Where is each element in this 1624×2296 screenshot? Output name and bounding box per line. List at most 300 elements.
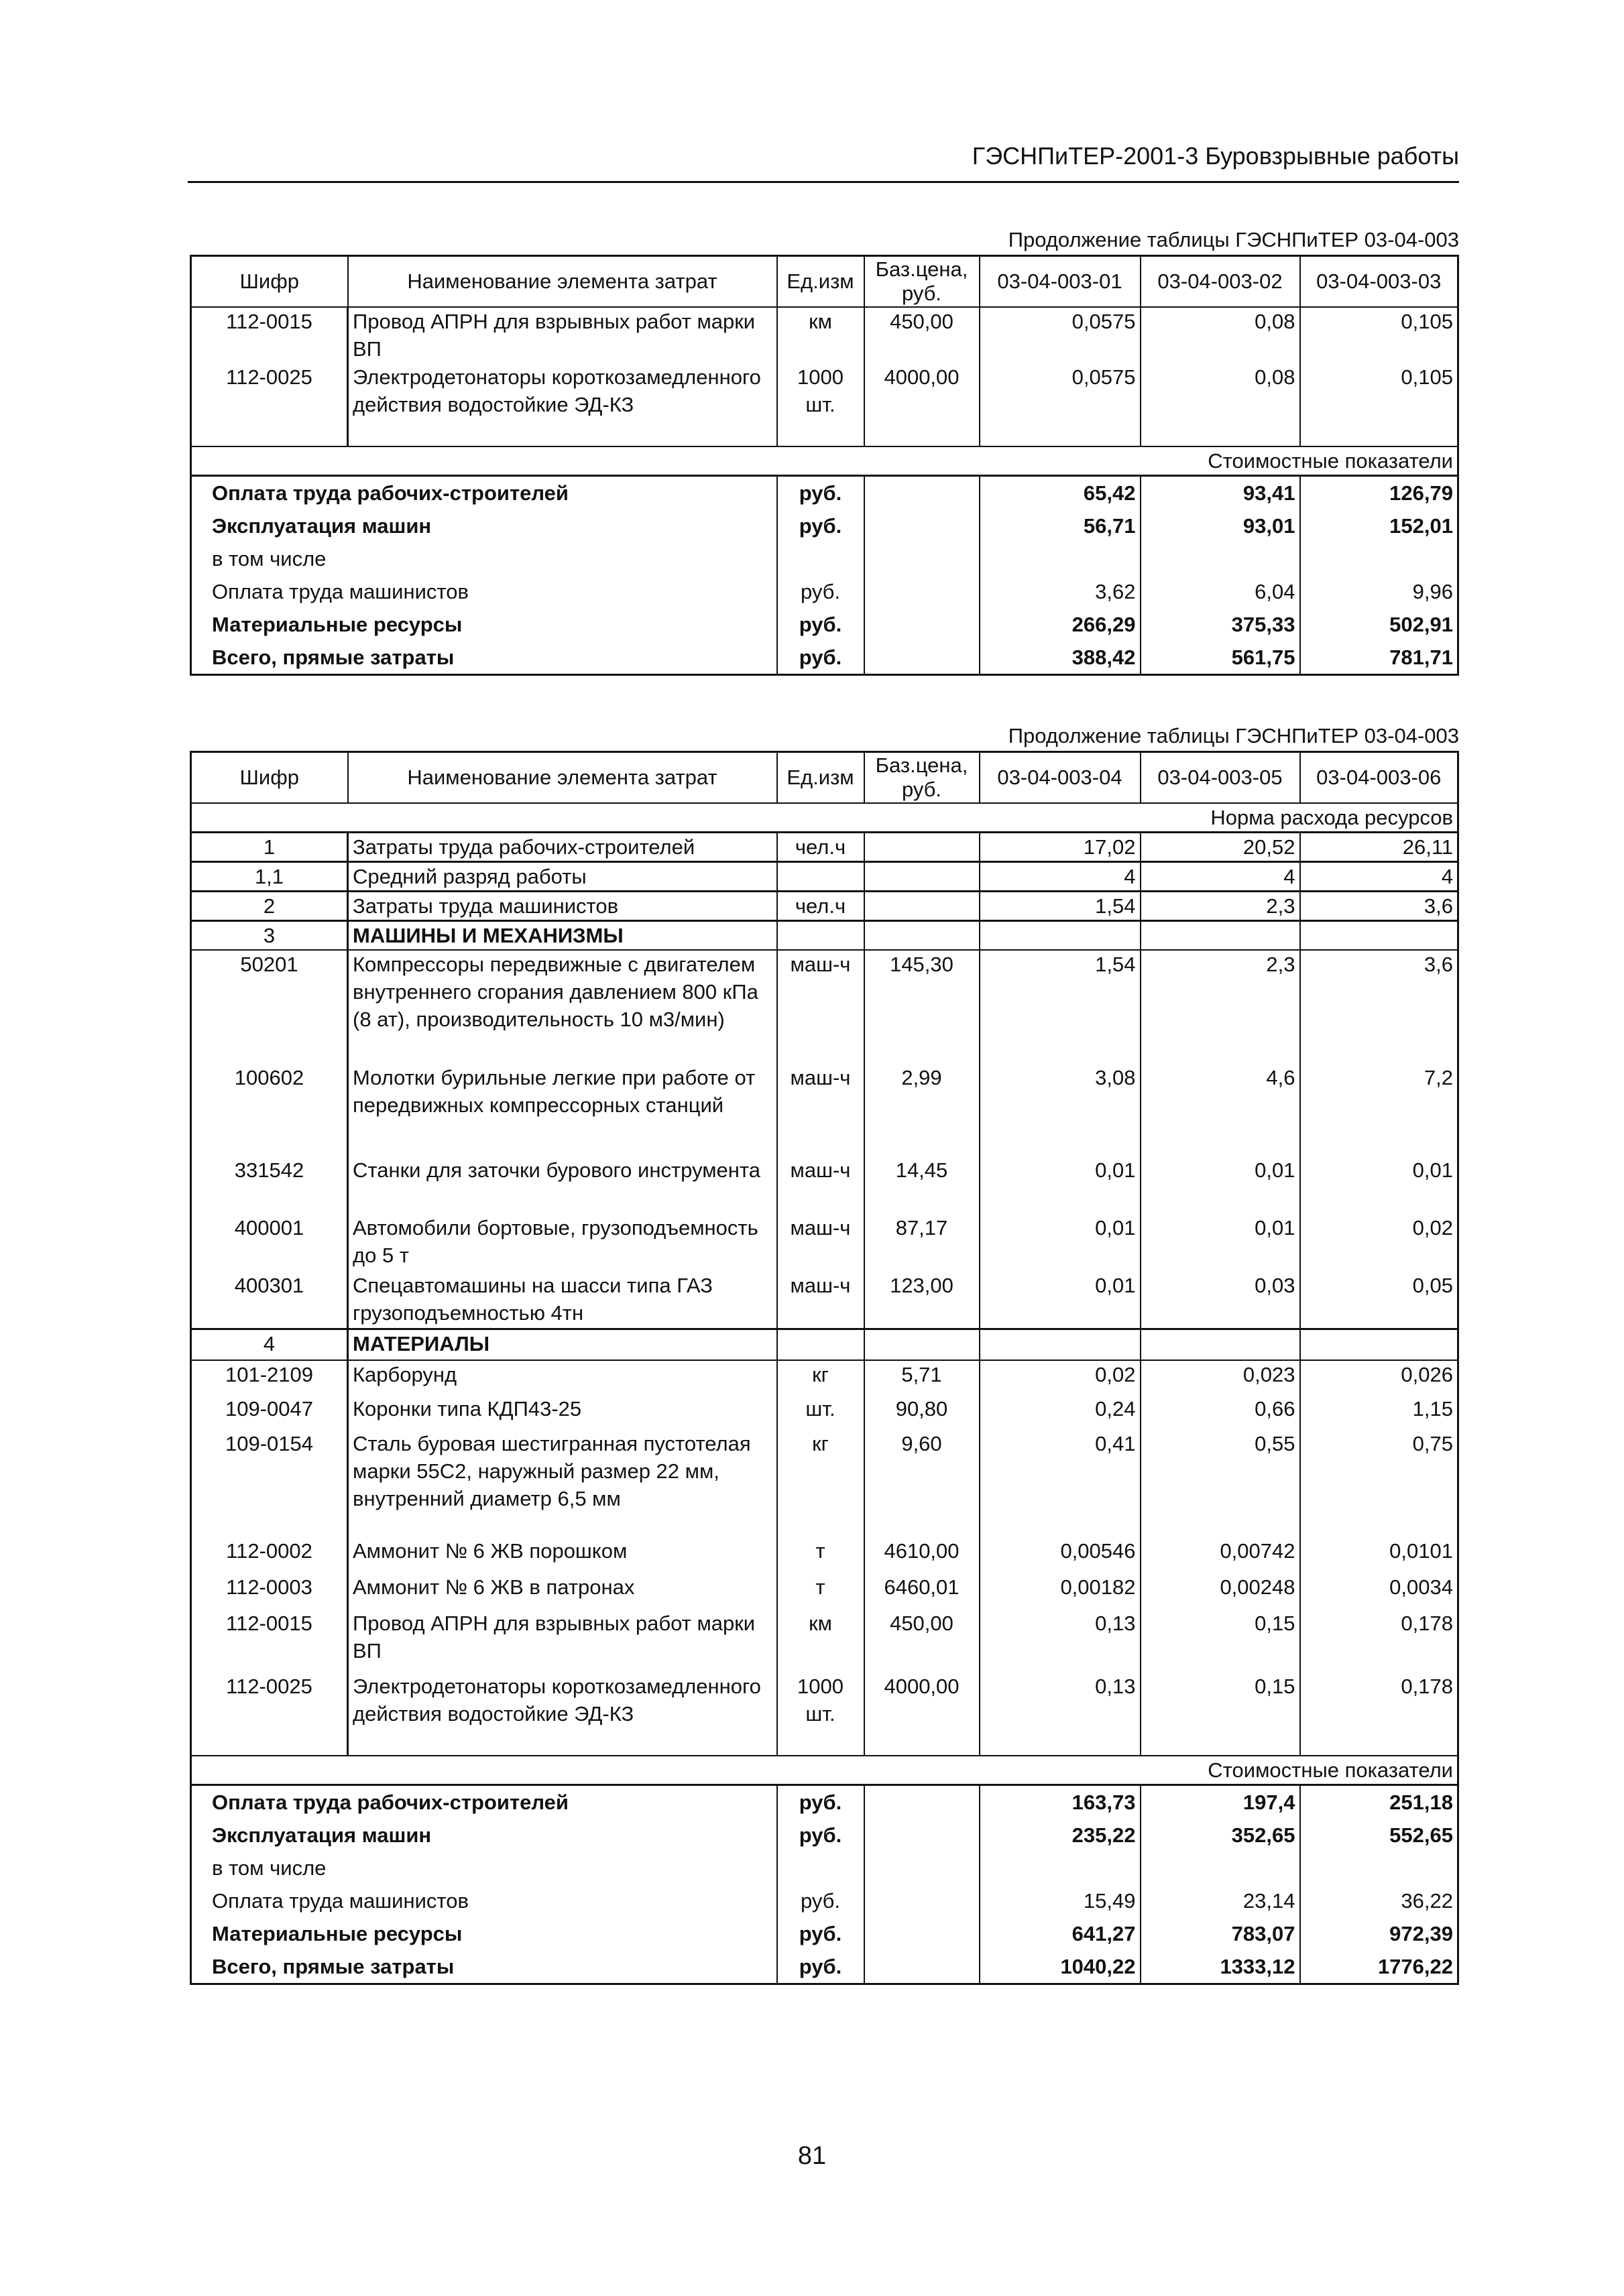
resource-code [191,861,348,891]
value-col-1-text: 0,00546 [1060,1538,1136,1563]
resource-name-text: Провод АПРН для взрывных работ марки ВП [353,1611,756,1663]
resource-name [348,1360,777,1395]
value-col-1-text: 0,01 [1095,1273,1136,1297]
value-col-2 [1141,1610,1300,1673]
resource-code-text: 4 [263,1332,276,1355]
cost-value-1 [980,1819,1141,1852]
table2 [190,751,1459,1985]
resource-code [191,1573,348,1610]
cost-row [191,1819,1458,1852]
value-col-1 [980,1673,1141,1756]
value-col-2 [1141,1537,1300,1573]
value-col-1 [980,920,1141,950]
cost-row [191,1884,1458,1917]
cost-value-1 [980,641,1141,675]
value-col-1-text: 0,13 [1095,1674,1136,1698]
resource-code-text: 3 [263,923,276,947]
cost-value-1-text: 65,42 [1083,481,1136,505]
cost-value-2-text: 93,01 [1242,513,1295,538]
column-header-text: Шифр [239,765,299,789]
resource-unit [777,1360,864,1395]
base-price [864,1214,980,1272]
cost-value-3 [1300,1950,1458,1984]
resource-unit [777,1329,864,1360]
resource-name-text: Компрессоры передвижные с двигателем внутреннего сгорания давлением 800 кПа (8 ат), производительность 10 м3/мин) [353,952,758,1031]
resource-unit-text: 1000 шт. [797,365,844,416]
cost-value-2 [1141,1785,1300,1819]
value-col-1-text: 0,0575 [1071,309,1136,333]
resource-code-text: 100602 [234,1065,304,1089]
cost-name-text: Всего, прямые затраты [212,645,455,669]
cost-unit-text: руб. [799,612,842,636]
value-col-1-text: 1,54 [1095,894,1136,918]
resource-unit-text: маш-ч [790,1065,851,1089]
cost-price-empty [864,509,980,542]
cost-name-text: Оплата труда машинистов [212,579,469,603]
cost-value-3-text: 552,65 [1389,1823,1453,1847]
cost-unit-text: руб. [799,1954,842,1978]
cost-value-1 [980,1884,1141,1917]
base-price [864,861,980,891]
resource-code-text: 1,1 [254,864,284,888]
value-col-2-text: 2,3 [1266,952,1295,976]
column-header [348,752,777,803]
cost-unit [777,475,864,509]
column-header-text: 03-04-003-05 [1157,765,1283,789]
cost-row [191,542,1458,575]
resource-name [348,891,777,920]
resource-unit [777,1064,864,1156]
value-col-1-text: 0,01 [1095,1158,1136,1182]
column-header [980,752,1141,803]
resource-name [348,1673,777,1756]
value-col-1 [980,1430,1141,1537]
resource-code-text: 331542 [234,1158,304,1182]
cost-value-3-text: 9,96 [1412,579,1453,603]
table-row [191,1395,1458,1430]
resource-code [191,1214,348,1272]
column-header-text: Наименование элемента затрат [407,269,717,293]
resource-code-text: 112-0003 [226,1575,312,1599]
value-col-3 [1300,1272,1458,1329]
resource-code [191,832,348,861]
value-col-3 [1300,1064,1458,1156]
resource-code-text: 112-0002 [226,1538,312,1563]
base-price-text: 87,17 [895,1215,948,1240]
cost-row [191,475,1458,509]
resource-name-text: Молотки бурильные легкие при работе от передвижных компрессорных станций [353,1065,756,1117]
value-col-3-text: 1,15 [1412,1396,1453,1421]
cost-price-empty [864,641,980,675]
value-col-2 [1141,920,1300,950]
value-col-2-text: 0,66 [1255,1396,1295,1421]
column-header [1141,256,1300,307]
cost-value-2 [1141,509,1300,542]
cost-unit [777,1950,864,1984]
resource-name [348,1064,777,1156]
base-price [864,950,980,1064]
value-col-3-text: 7,2 [1424,1065,1453,1089]
table-row [191,1329,1458,1360]
resource-name [348,1430,777,1537]
column-header-text: 03-04-003-01 [997,269,1122,293]
base-price-text: 450,00 [890,309,953,333]
page-header [188,139,1459,183]
resource-code [191,1430,348,1537]
resource-code-text: 109-0047 [225,1396,313,1421]
resource-unit [777,1573,864,1610]
base-price [864,1156,980,1214]
base-price-text: 4610,00 [884,1538,960,1563]
value-col-2 [1141,1272,1300,1329]
resource-name [348,1573,777,1610]
resource-name [348,1537,777,1573]
cost-value-2-text: 6,04 [1255,579,1295,603]
cost-price-empty [864,475,980,509]
cost-value-3-text: 152,01 [1389,513,1453,538]
resource-name [348,1395,777,1430]
cost-value-1 [980,475,1141,509]
column-header [348,256,777,307]
cost-name [191,1785,777,1819]
value-col-1 [980,1360,1141,1395]
base-price [864,1272,980,1329]
value-col-3-text: 4 [1441,864,1453,888]
cost-unit-text: руб. [800,579,841,603]
cost-value-2-text: 783,07 [1231,1921,1295,1945]
table-row [191,1272,1458,1329]
cost-band [191,446,1458,476]
cost-value-1 [980,542,1141,575]
table-row [191,1064,1458,1156]
cost-value-3 [1300,575,1458,608]
value-col-1 [980,363,1141,446]
cost-name [191,1917,777,1950]
resource-code-text: 112-0025 [226,365,312,389]
value-col-3 [1300,891,1458,920]
resource-code [191,1329,348,1360]
cost-unit-text: руб. [799,1921,842,1945]
value-col-1 [980,1214,1141,1272]
resource-name-text: Аммонит № 6 ЖВ в патронах [353,1575,635,1599]
value-col-3-text: 0,05 [1412,1273,1453,1297]
cost-unit [777,1917,864,1950]
norm-band [191,803,1458,833]
column-header [191,256,348,307]
cost-price-empty [864,608,980,641]
value-col-2-text: 0,03 [1255,1273,1295,1297]
table-row [191,891,1458,920]
resource-unit [777,363,864,446]
cost-value-1 [980,608,1141,641]
column-header-text: Шифр [239,269,299,293]
table-row [191,920,1458,950]
base-price [864,1610,980,1673]
value-col-3 [1300,861,1458,891]
cost-unit [777,575,864,608]
cost-value-1-text: 56,71 [1083,513,1136,538]
cost-value-2-text: 23,14 [1242,1888,1295,1913]
value-col-3-text: 0,0101 [1389,1538,1453,1563]
cost-name-text: Оплата труда рабочих-строителей [212,481,569,505]
base-price-text: 4000,00 [884,365,960,389]
column-header [1300,256,1458,307]
table-row [191,1214,1458,1272]
resource-name-text: Карборунд [353,1362,457,1386]
value-col-3-text: 0,02 [1412,1215,1453,1240]
resource-unit-text: 1000 шт. [797,1674,844,1726]
resource-unit [777,1430,864,1537]
value-col-1 [980,832,1141,861]
resource-unit [777,950,864,1064]
value-col-2 [1141,950,1300,1064]
resource-name [348,861,777,891]
document-title: ГЭСНПиТЕР-2001-3 Буровзрывные работы [972,142,1459,170]
column-header-text: Баз.цена, руб. [875,753,968,801]
resource-name-text: Затраты труда машинистов [353,894,619,918]
cost-value-2-text: 93,41 [1242,481,1295,505]
resource-unit-text: км [809,1611,832,1635]
value-col-2-text: 0,08 [1255,365,1295,389]
table-row [191,832,1458,861]
resource-unit-text: маш-ч [790,1273,851,1297]
value-col-1 [980,1573,1141,1610]
column-header [864,752,980,803]
cost-band-label-text: Стоимостные показатели [1208,1758,1453,1782]
resource-unit [777,920,864,950]
cost-name [191,475,777,509]
column-header-text: Баз.цена, руб. [875,257,968,305]
cost-value-2-text: 375,33 [1231,612,1295,636]
value-col-2 [1141,832,1300,861]
base-price-text: 2,99 [901,1065,942,1089]
value-col-1-text: 1,54 [1095,952,1136,976]
cost-unit [777,542,864,575]
cost-value-1 [980,509,1141,542]
value-col-2-text: 0,08 [1255,309,1295,333]
resource-name-text: Автомобили бортовые, грузоподъемность до 5 т [353,1215,758,1267]
resource-code [191,1610,348,1673]
cost-value-3 [1300,1884,1458,1917]
cost-name [191,1884,777,1917]
cost-value-3 [1300,509,1458,542]
base-price [864,1673,980,1756]
value-col-2-text: 4,6 [1266,1065,1295,1089]
value-col-2 [1141,861,1300,891]
cost-value-1 [980,575,1141,608]
column-header [864,256,980,307]
value-col-1 [980,891,1141,920]
value-col-3-text: 0,105 [1401,309,1453,333]
resource-unit-text: чел.ч [795,894,846,918]
cost-value-1 [980,1917,1141,1950]
resource-code-text: 1 [263,835,276,859]
column-header [1141,752,1300,803]
cost-row [191,641,1458,675]
resource-code [191,1156,348,1214]
value-col-1 [980,1395,1141,1430]
cost-value-2 [1141,608,1300,641]
cost-unit-text: руб. [799,513,842,538]
cost-unit [777,608,864,641]
table2-caption: Продолжение таблицы ГЭСНПиТЕР 03-04-003 [1008,724,1459,747]
value-col-1 [980,1064,1141,1156]
resource-unit-text: км [809,309,832,333]
resource-unit [777,1272,864,1329]
base-price [864,1329,980,1360]
resource-name-text: МАШИНЫ И МЕХАНИЗМЫ [353,923,624,947]
base-price-text: 145,30 [890,952,953,976]
base-price [864,1395,980,1430]
value-col-2-text: 0,01 [1255,1158,1295,1182]
value-col-3-text: 0,01 [1412,1158,1453,1182]
value-col-2-text: 0,01 [1255,1215,1295,1240]
base-price [864,363,980,446]
value-col-1-text: 0,24 [1095,1396,1136,1421]
base-price-text: 450,00 [890,1611,953,1635]
value-col-2 [1141,1214,1300,1272]
value-col-3 [1300,1156,1458,1214]
resource-name [348,307,777,363]
value-col-1-text: 17,02 [1083,835,1136,859]
value-col-3-text: 0,0034 [1389,1575,1453,1599]
resource-unit [777,832,864,861]
cost-price-empty [864,542,980,575]
value-col-3-text: 0,178 [1401,1674,1453,1698]
column-header-text: Наименование элемента затрат [407,765,717,789]
cost-unit [777,1819,864,1852]
resource-name-text: Аммонит № 6 ЖВ порошком [353,1538,628,1563]
cost-price-empty [864,575,980,608]
resource-unit [777,1214,864,1272]
resource-code-text: 101-2109 [225,1362,313,1386]
cost-name [191,608,777,641]
resource-name [348,1156,777,1214]
table-row [191,861,1458,891]
resource-name-text: Электродетонаторы короткозамедленного действия водостойкие ЭД-КЗ [353,1674,761,1726]
resource-unit [777,1156,864,1214]
resource-unit-text: шт. [805,1396,835,1421]
resource-unit-text: чел.ч [795,835,846,859]
cost-unit [777,641,864,675]
table-row [191,1673,1458,1756]
cost-price-empty [864,1884,980,1917]
cost-unit-text: руб. [799,1823,842,1847]
cost-value-3 [1300,641,1458,675]
value-col-3-text: 3,6 [1424,952,1453,976]
resource-code-text: 112-0015 [226,309,312,333]
resource-name [348,832,777,861]
cost-value-3 [1300,1852,1458,1884]
cost-name-text: Материальные ресурсы [212,612,463,636]
cost-value-3-text: 972,39 [1389,1921,1453,1945]
value-col-3 [1300,832,1458,861]
cost-unit [777,509,864,542]
cost-unit [777,1884,864,1917]
base-price-text: 14,45 [895,1158,948,1182]
value-col-1-text: 0,01 [1095,1215,1136,1240]
resource-unit [777,861,864,891]
cost-value-3 [1300,1785,1458,1819]
cost-name [191,1852,777,1884]
column-header-text: 03-04-003-03 [1316,269,1442,293]
base-price [864,1064,980,1156]
resource-code [191,1673,348,1756]
value-col-3 [1300,950,1458,1064]
cost-row [191,1950,1458,1984]
cost-price-empty [864,1785,980,1819]
resource-name [348,1329,777,1360]
norm-band-label [191,803,1458,833]
value-col-3 [1300,920,1458,950]
value-col-1-text: 4 [1124,864,1136,888]
column-header [777,256,864,307]
cost-band-label-text: Стоимостные показатели [1208,448,1453,473]
value-col-1-text: 0,13 [1095,1611,1136,1635]
value-col-2 [1141,1395,1300,1430]
resource-code [191,891,348,920]
cost-value-3-text: 36,22 [1401,1888,1453,1913]
cost-value-2-text: 1333,12 [1220,1954,1295,1978]
base-price [864,891,980,920]
cost-row [191,1917,1458,1950]
resource-name-text: Средний разряд работы [353,864,587,888]
resource-code-text: 400001 [234,1215,304,1240]
resource-code-text: 112-0025 [226,1674,312,1698]
cost-value-2 [1141,641,1300,675]
cost-unit-text: руб. [799,645,842,669]
value-col-3 [1300,1360,1458,1395]
base-price [864,920,980,950]
value-col-2 [1141,1329,1300,1360]
resource-code-text: 109-0154 [225,1431,313,1455]
resource-code [191,1064,348,1156]
value-col-2-text: 2,3 [1266,894,1295,918]
resource-code-text: 112-0015 [226,1611,312,1635]
value-col-2 [1141,307,1300,363]
resource-unit-text: т [815,1575,825,1599]
value-col-2 [1141,363,1300,446]
cost-value-3 [1300,475,1458,509]
cost-value-2 [1141,475,1300,509]
cost-value-1-text: 641,27 [1071,1921,1136,1945]
value-col-1 [980,950,1141,1064]
value-col-3 [1300,1395,1458,1430]
cost-value-3-text: 251,18 [1389,1790,1453,1814]
column-header [191,752,348,803]
cost-value-3-text: 502,91 [1389,612,1453,636]
cost-value-3-text: 781,71 [1389,645,1453,669]
cost-value-1-text: 15,49 [1083,1888,1136,1913]
cost-name [191,1819,777,1852]
cost-value-3 [1300,542,1458,575]
cost-name-text: Материальные ресурсы [212,1921,463,1945]
resource-unit-text: кг [812,1362,829,1386]
base-price-text: 6460,01 [884,1575,960,1599]
value-col-1 [980,1272,1141,1329]
cost-value-2 [1141,542,1300,575]
cost-value-1 [980,1950,1141,1984]
resource-name-text: Станки для заточки бурового инструмента [353,1158,760,1182]
value-col-1-text: 0,02 [1095,1362,1136,1386]
base-price-text: 90,80 [895,1396,948,1421]
value-col-2 [1141,891,1300,920]
cost-row [191,608,1458,641]
value-col-1-text: 0,41 [1095,1431,1136,1455]
cost-value-2-text: 352,65 [1231,1823,1295,1847]
value-col-3 [1300,1329,1458,1360]
cost-row [191,509,1458,542]
